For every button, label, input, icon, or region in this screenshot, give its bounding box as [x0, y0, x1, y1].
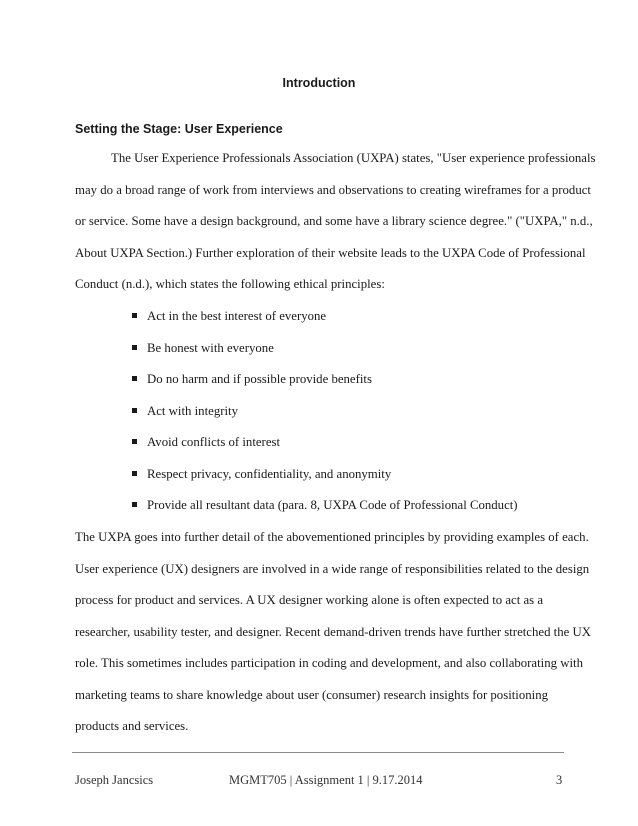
- bullet-item: [132, 306, 326, 326]
- footer-author: Joseph Jancsics: [75, 773, 154, 787]
- footer-course-info: MGMT705 | Assignment 1 | 9.17.2014: [229, 773, 423, 787]
- bullet-item: [132, 338, 274, 358]
- bullet-text: Act with integrity: [147, 404, 238, 418]
- bullet-text: Act in the best interest of everyone: [147, 309, 327, 323]
- paragraph-line: The User Experience Professionals Association (UXPA) states, "User experience professionals: [111, 151, 596, 165]
- paragraph-line: may do a broad range of work from interviews and observations to creating wireframes for a product: [75, 183, 591, 197]
- bullet-square-icon: [132, 376, 137, 381]
- bullet-text: Respect privacy, confidentiality, and anonymity: [147, 467, 392, 481]
- bullet-item: [132, 432, 280, 452]
- bullet-square-icon: [132, 471, 137, 476]
- bullet-text: Do no harm and if possible provide benefits: [147, 372, 372, 386]
- section-title: Setting the Stage: User Experience: [75, 122, 283, 136]
- bullet-square-icon: [132, 408, 137, 413]
- bullet-item: [132, 495, 518, 515]
- bullet-square-icon: [132, 313, 137, 318]
- footer-divider: [72, 752, 564, 753]
- paragraph-line: The UXPA goes into further detail of the abovementioned principles by providing examples of each.: [75, 530, 589, 544]
- paragraph-line: About UXPA Section.) Further exploration of their website leads to the UXPA Code of Professional: [75, 246, 586, 260]
- bullet-square-icon: [132, 345, 137, 350]
- bullet-text: Provide all resultant data (para. 8, UXPA Code of Professional Conduct): [147, 498, 518, 512]
- bullet-item: [132, 464, 391, 484]
- page-heading: Introduction: [282, 76, 356, 90]
- bullet-text: Be honest with everyone: [147, 341, 274, 355]
- paragraph-line: marketing teams to share knowledge about user (consumer) research insights for positioning: [75, 688, 549, 702]
- paragraph-line: researcher, usability tester, and designer. Recent demand-driven trends have further stretched the UX: [75, 625, 591, 639]
- bullet-text: Avoid conflicts of interest: [147, 435, 281, 449]
- page-number: 3: [556, 773, 563, 787]
- bullet-item: [132, 369, 372, 389]
- paragraph-line: User experience (UX) designers are involved in a wide range of responsibilities related to the design: [75, 562, 590, 576]
- paragraph-line: or service. Some have a design background, and some have a library science degree." ("UXPA," n.d.,: [75, 214, 593, 228]
- paragraph-line: Conduct (n.d.), which states the following ethical principles:: [75, 277, 385, 291]
- bullet-square-icon: [132, 439, 137, 444]
- paragraph-line: process for product and services. A UX designer working alone is often expected to act as a: [75, 593, 544, 607]
- paragraph-line: products and services.: [75, 719, 189, 733]
- bullet-square-icon: [132, 502, 137, 507]
- paragraph-line: role. This sometimes includes participation in coding and development, and also collaborating with: [75, 656, 583, 670]
- bullet-item: [132, 401, 238, 421]
